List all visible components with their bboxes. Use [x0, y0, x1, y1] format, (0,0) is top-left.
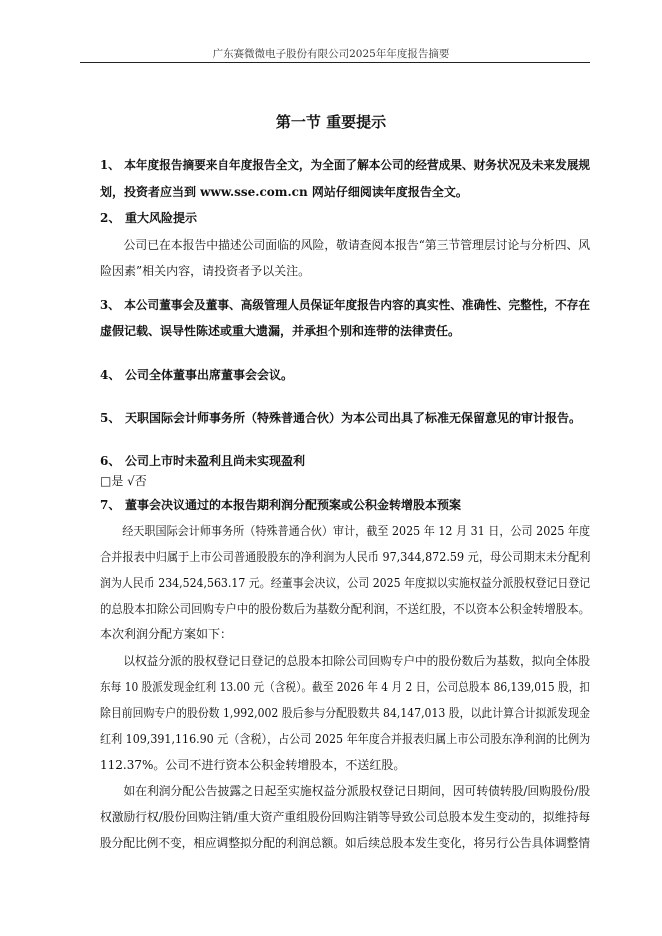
- item-4-number: 4、: [100, 368, 121, 382]
- item-2-heading: [100, 209, 197, 226]
- item-7-p3-line: 股分配比例不变，相应调整拟分配的利润总额。如后续总股本发生变化，将另行公告具体调整情: [100, 836, 591, 850]
- item-2-number: 2、: [100, 211, 121, 225]
- item-7-p2-line: 112.37%。公司不进行资本公积金转增股本，不送红股。: [100, 758, 406, 772]
- running-header: 广东赛微微电子股份有限公司2025年年度报告摘要: [212, 48, 450, 60]
- item-7-p2-line: 东每 10 股派发现金红利 13.00 元（含税）。截至 2026 年 4 月 2 日，公司总股本 86,139,015 股，扣: [100, 680, 590, 694]
- item-7-title: 董事会决议通过的本报告期利润分配预案或公积金转增股本预案: [125, 498, 462, 512]
- item-7-p2-line: 红利 109,391,116.90 元（含税），占公司 2025 年年度合并报表归属上市公司股东净利润的比例为: [100, 732, 591, 746]
- item-7-p2-line: 除目前回购专户的股份数 1,992,002 股后参与分配股数共 84,147,013 股，以此计算合计拟派发现金: [100, 706, 591, 720]
- item-3-line-1: [100, 296, 590, 313]
- item-7-p2-line: 以权益分派的股权登记日登记的总股本扣除公司回购专户中的股份数后为基数，拟向全体股: [123, 654, 591, 668]
- item-7-number: 7、: [100, 498, 121, 512]
- item-7-p1-line: 合并报表中归属于上市公司普通股股东的净利润为人民币 97,344,872.59 元，母公司期末未分配利: [100, 550, 591, 564]
- item-5-text: 天职国际会计师事务所（特殊普通合伙）为本公司出具了标准无保留意见的审计报告。: [125, 411, 582, 425]
- item-7-p1-line: 经天职国际会计师事务所（特殊普通合伙）审计，截至 2025 年 12 月 31 日，公司 2025 年度: [122, 524, 591, 538]
- item-3-number: 3、: [100, 298, 120, 312]
- item-2-body-1: 公司已在本报告中描述公司面临的风险，敬请查阅本报告“第三节管理层讨论与分析四、风: [123, 238, 591, 252]
- item-1-line-2: 划，投资者应当到 www.sse.com.cn 网站仔细阅读年度报告全文。: [100, 185, 468, 199]
- item-3-line-2: 虚假记载、误导性陈述或重大遗漏，并承担个别和连带的法律责任。: [100, 324, 461, 338]
- item-7-p3-line: 如在利润分配公告披露之日起至实施权益分派股权登记日期间，因可转债转股/回购股份/股: [123, 784, 591, 798]
- item-7-heading: [100, 496, 461, 513]
- item-6-options: □是 √否: [100, 474, 147, 488]
- item-6-text: 公司上市时未盈利且尚未实现盈利: [125, 454, 306, 468]
- item-2-title: 重大风险提示: [125, 211, 198, 225]
- item-7-p1-line: 本次利润分配方案如下：: [100, 627, 233, 641]
- item-5-number: 5、: [100, 411, 121, 425]
- item-3-text-1: 本公司董事会及董事、高级管理人员保证年度报告内容的真实性、准确性、完整性，不存在: [124, 298, 591, 312]
- item-7-p1-line: 的总股本扣除公司回购专户中的股份数后为基数分配利润，不送红股，不以资本公积金转增股本。: [100, 602, 591, 616]
- item-1-text-1: 本年度报告摘要来自年度报告全文，为全面了解本公司的经营成果、财务状况及未来发展规: [124, 158, 591, 172]
- item-5: [100, 409, 581, 426]
- item-6: [100, 452, 305, 469]
- item-2-body-2: 险因素”相关内容，请投资者予以关注。: [100, 264, 311, 278]
- item-4: [100, 366, 293, 383]
- item-6-number: 6、: [100, 454, 121, 468]
- item-7-p3-line: 权激励行权/股份回购注销/重大资产重组股份回购注销等导致公司总股本发生变动的，拟维持每: [100, 810, 591, 824]
- item-7-p1-line: 润为人民币 234,524,563.17 元。经董事会决议，公司 2025 年度拟以实施权益分派股权登记日登记: [100, 576, 591, 590]
- header-divider: [80, 62, 590, 63]
- section-title: 第一节 重要提示: [275, 113, 387, 131]
- item-1-number: 1、: [100, 158, 120, 172]
- item-1-line-1: [100, 156, 590, 173]
- item-4-text: 公司全体董事出席董事会会议。: [125, 368, 294, 382]
